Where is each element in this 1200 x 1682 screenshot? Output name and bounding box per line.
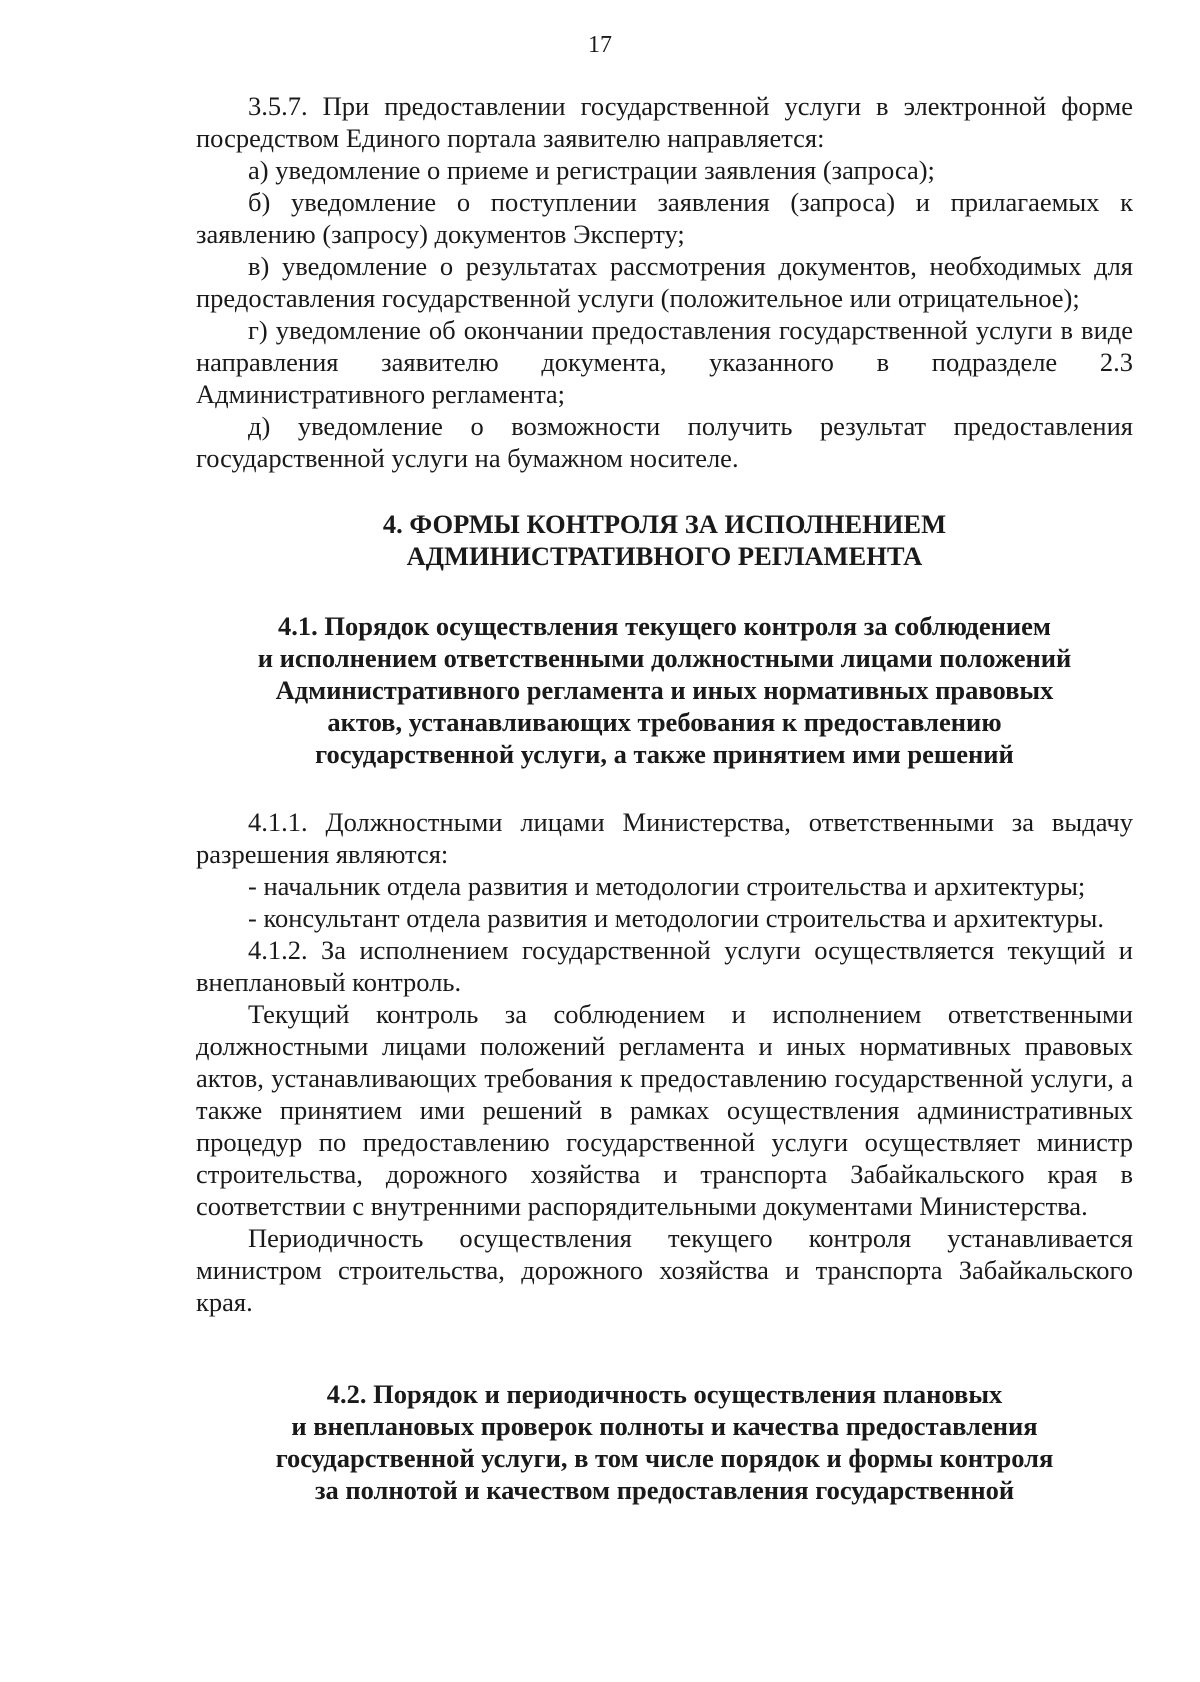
list-item: д) уведомление о возможности получить результат предоставления государственной услуги на бумажном носителе. (196, 411, 1133, 473)
heading-line: за полнотой и качеством предоставления государственной (314, 1475, 1015, 1505)
paragraph: Периодичность осуществления текущего контроля устанавливается министром строительства, дорожного хозяйства и транспорта Забайкальского края. (196, 1223, 1133, 1317)
paragraph: 4.1.2. За исполнением государственной услуги осуществляется текущий и внеплановый контроль. (196, 935, 1133, 997)
heading-line: государственной услуги, в том числе порядок и формы контроля (275, 1443, 1054, 1473)
section-4-1-heading (196, 610, 1133, 770)
section-4-2-heading (196, 1378, 1133, 1506)
heading-line: и внеплановых проверок полноты и качества предоставления (291, 1411, 1038, 1441)
heading-line: актов, устанавливающих требования к предоставлению (327, 707, 1002, 737)
list-item: - начальник отдела развития и методологии строительства и архитектуры; (248, 871, 1086, 901)
paragraph: 4.1.1. Должностными лицами Министерства, ответственными за выдачу разрешения являются: (196, 807, 1133, 869)
paragraph: 3.5.7. При предоставлении государственной услуги в электронной форме посредством Единого портала заявителю направляется: (196, 91, 1133, 153)
page-number: 17 (588, 32, 612, 58)
list-item: б) уведомление о поступлении заявления (запроса) и прилагаемых к заявлению (запросу) документов Эксперту; (196, 187, 1133, 249)
list-item: в) уведомление о результатах рассмотрения документов, необходимых для предоставления государственной услуги (положительное или отрицательное); (196, 251, 1133, 313)
heading-line: государственной услуги, а также принятием ими решений (315, 739, 1014, 769)
section-3-5-7 (196, 90, 1133, 474)
section-4-heading (196, 508, 1133, 572)
heading-line: 4. ФОРМЫ КОНТРОЛЯ ЗА ИСПОЛНЕНИЕМ (382, 509, 947, 539)
heading-line: 4.1. Порядок осуществления текущего контроля за соблюдением (278, 611, 1051, 641)
paragraph: Текущий контроль за соблюдением и исполнением ответственными должностными лицами положений регламента и иных нормативных правовых актов, устанавливающих требования к предоставлению государственной услуги, а также принятием ими решений в рамках осуществления административных процедур по предоставлению государственной услуги осуществляет министр строительства, дорожного хозяйства и транспорта Забайкальского края в соответствии с внутренними распорядительными документами Министерства. (196, 999, 1133, 1221)
list-item: а) уведомление о приеме и регистрации заявления (запроса); (248, 155, 935, 185)
heading-line: АДМИНИСТРАТИВНОГО РЕГЛАМЕНТА (406, 541, 923, 571)
heading-line: 4.2. Порядок и периодичность осуществления плановых (326, 1379, 1003, 1409)
heading-line: и исполнением ответственными должностными лицами положений (257, 643, 1072, 673)
list-item: г) уведомление об окончании предоставления государственной услуги в виде направления заявителю документа, указанного в подразделе 2.3 Административного регламента; (196, 315, 1133, 409)
section-4-1-body (196, 806, 1133, 1318)
document-body (196, 90, 1133, 1506)
list-item: - консультант отдела развития и методологии строительства и архитектуры. (248, 903, 1104, 933)
heading-line: Административного регламента и иных нормативных правовых (275, 675, 1054, 705)
